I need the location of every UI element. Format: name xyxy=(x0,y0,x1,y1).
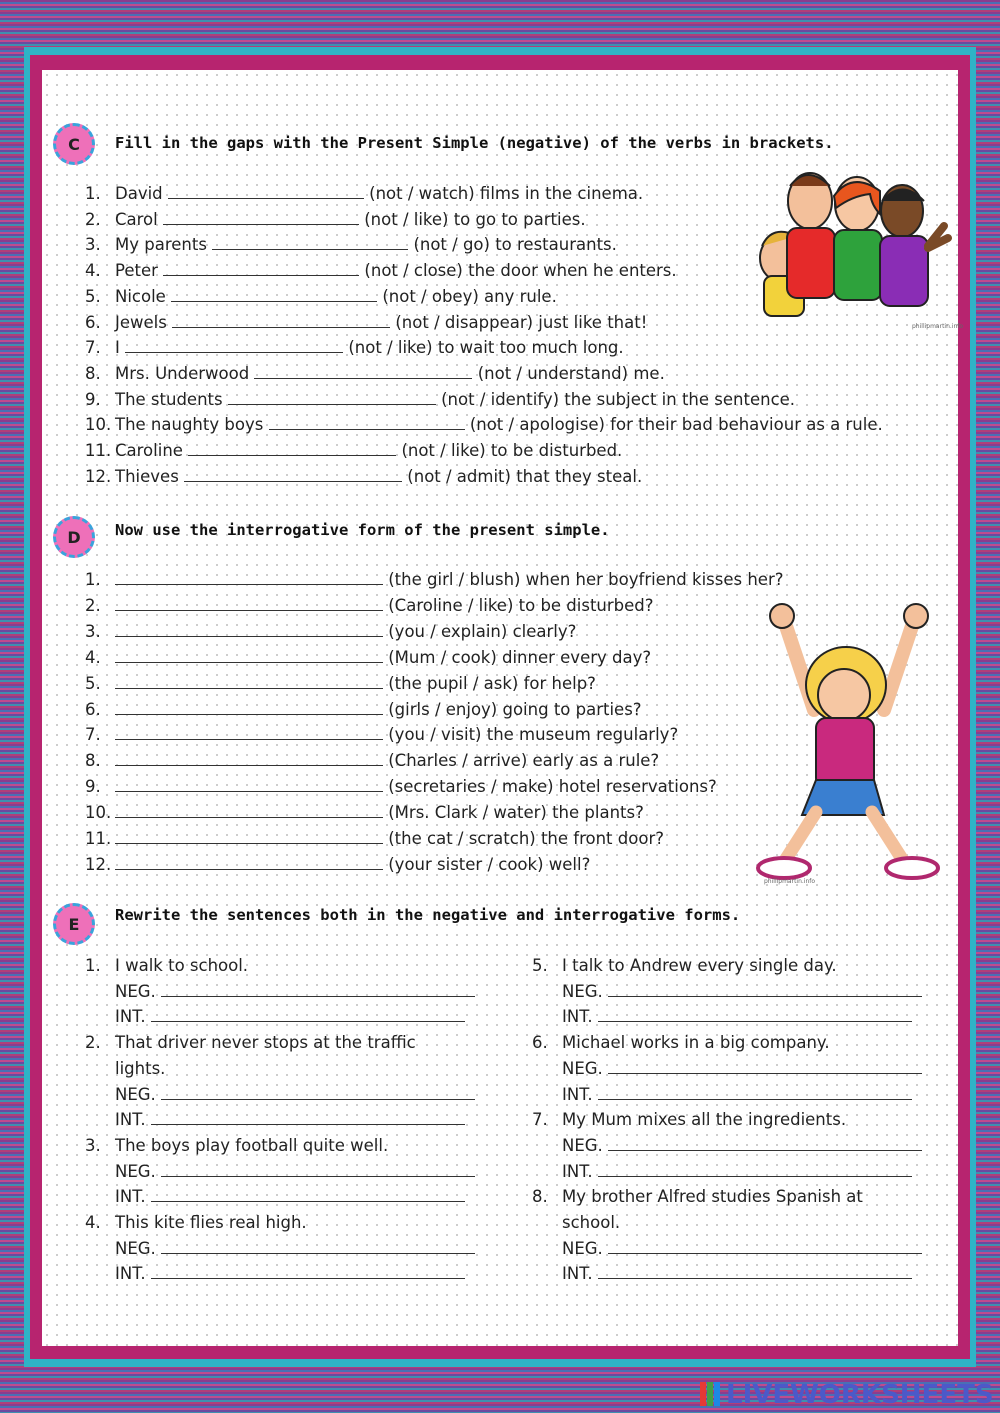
answer-label: NEG. xyxy=(115,1084,156,1104)
item-prompt: (not / identify) the subject in the sentence. xyxy=(441,389,796,409)
item-number: 1. xyxy=(85,956,101,975)
item-prompt: (girls / enjoy) going to parties? xyxy=(388,699,642,719)
sentence-text: This kite flies real high. xyxy=(115,1213,307,1232)
item-subject: My parents xyxy=(115,235,207,255)
item-subject: Mrs. Underwood xyxy=(115,363,250,383)
item-number: 1. xyxy=(85,184,101,203)
item-prompt: (Charles / arrive) early as a rule? xyxy=(388,751,660,771)
item-prompt: (secretaries / make) hotel reservations? xyxy=(388,777,717,797)
item-number: 5. xyxy=(85,673,101,693)
interrogative-answer-row xyxy=(115,1187,465,1207)
item-number: 6. xyxy=(85,699,101,719)
girl-cheering-illustration xyxy=(754,600,944,885)
item-prompt: (not / admit) that they steal. xyxy=(407,466,643,486)
item-prompt: (not / like) to be disturbed. xyxy=(401,441,623,460)
item-subject: David xyxy=(115,184,163,203)
answer-label: INT. xyxy=(115,1007,146,1027)
item-number: 11. xyxy=(85,441,112,460)
sentence-text: I talk to Andrew every single day. xyxy=(562,956,837,975)
item-number: 12. xyxy=(85,854,112,874)
item-number: 7. xyxy=(532,1110,548,1130)
answer-label: INT. xyxy=(115,1264,146,1284)
item-number: 2. xyxy=(85,595,101,615)
answer-label: INT. xyxy=(115,1187,146,1207)
answer-blank[interactable] xyxy=(115,648,383,663)
answer-label: NEG. xyxy=(562,981,603,1001)
answer-blank[interactable] xyxy=(163,261,359,276)
item-prompt: (your sister / cook) well? xyxy=(388,854,591,874)
answer-blank[interactable] xyxy=(608,982,922,997)
item-prompt: (not / like) to go to parties. xyxy=(364,209,586,229)
item-number: 7. xyxy=(85,338,101,358)
answer-blank[interactable] xyxy=(163,210,359,225)
section-e-instruction: Rewrite the sentences both in the negative and interrogative forms. xyxy=(115,906,741,924)
answer-blank[interactable] xyxy=(598,1162,912,1177)
answer-blank[interactable] xyxy=(212,235,408,250)
answer-blank[interactable] xyxy=(172,313,390,328)
item-number: 9. xyxy=(85,777,101,797)
kids-illustration-caption: phillipmartin.info xyxy=(912,323,964,330)
answer-blank[interactable] xyxy=(171,287,377,302)
answer-label: NEG. xyxy=(562,1058,603,1078)
item-number: 12. xyxy=(85,466,112,486)
answer-blank[interactable] xyxy=(151,1007,465,1022)
item-subject: The students xyxy=(115,389,223,409)
negative-answer-row xyxy=(115,1085,475,1105)
item-number: 1. xyxy=(85,570,101,589)
sentence-text: That driver never stops at the traffic xyxy=(115,1033,416,1053)
interrogative-answer-row xyxy=(562,1007,912,1027)
answer-blank[interactable] xyxy=(184,467,402,482)
answer-blank[interactable] xyxy=(161,982,475,997)
negative-answer-row xyxy=(115,1162,475,1182)
item-number: 2. xyxy=(85,1033,101,1053)
item-subject: Jewels xyxy=(115,312,167,332)
item-number: 10. xyxy=(85,803,112,823)
liveworksheets-logo-icon xyxy=(700,1380,722,1408)
item-prompt: (not / go) to restaurants. xyxy=(413,235,617,255)
item-number: 8. xyxy=(85,363,101,383)
item-number: 10. xyxy=(85,415,112,435)
answer-blank[interactable] xyxy=(598,1085,912,1100)
answer-blank[interactable] xyxy=(608,1239,922,1254)
section-d-instruction: Now use the interrogative form of the present simple. xyxy=(115,521,610,539)
answer-label: NEG. xyxy=(562,1135,603,1155)
interrogative-answer-row xyxy=(562,1162,912,1182)
answer-blank[interactable] xyxy=(115,700,383,715)
answer-blank[interactable] xyxy=(115,570,383,585)
worksheet-page xyxy=(42,70,964,1346)
item-subject: Carol xyxy=(115,209,158,229)
item-subject: Nicole xyxy=(115,286,166,306)
answer-blank[interactable] xyxy=(168,184,364,199)
negative-answer-row xyxy=(115,1239,475,1259)
item-prompt: (Mrs. Clark / water) the plants? xyxy=(388,803,644,823)
item-number: 3. xyxy=(85,1135,101,1155)
answer-blank[interactable] xyxy=(115,803,383,818)
answer-blank[interactable] xyxy=(151,1110,465,1125)
answer-label: INT. xyxy=(562,1264,593,1284)
interrogative-answer-row xyxy=(115,1110,465,1130)
item-prompt: (not / disappear) just like that! xyxy=(395,312,648,332)
answer-blank[interactable] xyxy=(115,751,383,766)
item-subject: I xyxy=(115,338,120,358)
item-prompt: (not / watch) films in the cinema. xyxy=(369,184,644,203)
answer-label: INT. xyxy=(115,1110,146,1130)
section-c-badge: C xyxy=(53,123,95,165)
item-number: 6. xyxy=(85,312,101,332)
item-number: 11. xyxy=(85,829,112,848)
kids-group-illustration xyxy=(752,166,964,331)
item-number: 3. xyxy=(85,621,101,641)
answer-blank[interactable] xyxy=(228,390,436,405)
sentence-text: The boys play football quite well. xyxy=(115,1135,389,1155)
item-prompt: (the cat / scratch) the front door? xyxy=(388,829,664,848)
item-number: 6. xyxy=(532,1033,548,1053)
item-number: 8. xyxy=(532,1187,548,1207)
answer-blank[interactable] xyxy=(115,674,383,689)
answer-blank[interactable] xyxy=(598,1264,912,1279)
negative-answer-row xyxy=(562,1059,922,1079)
item-number: 4. xyxy=(85,1213,101,1232)
item-prompt: (the girl / blush) when her boyfriend kisses her? xyxy=(388,570,784,589)
watermark xyxy=(700,1380,1000,1410)
answer-blank[interactable] xyxy=(161,1085,475,1100)
answer-blank[interactable] xyxy=(608,1136,922,1151)
answer-blank[interactable] xyxy=(115,725,383,740)
sentence-text: My Mum mixes all the ingredients. xyxy=(562,1110,847,1130)
interrogative-answer-row xyxy=(115,1007,465,1027)
answer-label: NEG. xyxy=(562,1238,603,1258)
item-prompt: (not / understand) me. xyxy=(477,363,665,383)
interrogative-answer-row xyxy=(562,1085,912,1105)
sentence-text: lights. xyxy=(115,1058,166,1078)
answer-label: NEG. xyxy=(115,1238,156,1258)
sentence-text: Michael works in a big company. xyxy=(562,1033,830,1053)
item-prompt: (Caroline / like) to be disturbed? xyxy=(388,595,654,615)
item-subject: Peter xyxy=(115,261,158,281)
answer-blank[interactable] xyxy=(608,1059,922,1074)
answer-blank[interactable] xyxy=(151,1187,465,1202)
section-e-badge: E xyxy=(53,903,95,945)
section-d-badge: D xyxy=(53,516,95,558)
item-number: 4. xyxy=(85,647,101,667)
answer-blank[interactable] xyxy=(115,596,383,611)
section-c-instruction: Fill in the gaps with the Present Simple (negative) of the verbs in brackets. xyxy=(115,134,834,152)
answer-label: NEG. xyxy=(115,1161,156,1181)
answer-blank[interactable] xyxy=(115,829,383,844)
item-subject: Caroline xyxy=(115,441,183,460)
answer-blank[interactable] xyxy=(254,364,472,379)
item-number: 9. xyxy=(85,389,101,409)
item-number: 7. xyxy=(85,725,101,745)
answer-blank[interactable] xyxy=(125,338,343,353)
girl-illustration-caption: phillipmartin.info xyxy=(764,878,816,885)
answer-label: INT. xyxy=(562,1007,593,1027)
item-number: 4. xyxy=(85,261,101,281)
answer-blank[interactable] xyxy=(188,441,396,456)
item-number: 5. xyxy=(532,956,548,975)
item-prompt: (Mum / cook) dinner every day? xyxy=(388,647,652,667)
answer-blank[interactable] xyxy=(151,1264,465,1279)
sentence-text: I walk to school. xyxy=(115,956,249,975)
item-prompt: (the pupil / ask) for help? xyxy=(388,673,596,693)
answer-blank[interactable] xyxy=(115,777,383,792)
item-number: 5. xyxy=(85,286,101,306)
answer-label: NEG. xyxy=(115,981,156,1001)
answer-blank[interactable] xyxy=(161,1239,475,1254)
answer-blank[interactable] xyxy=(269,415,465,430)
item-number: 3. xyxy=(85,235,101,255)
interrogative-answer-row xyxy=(115,1264,465,1284)
sentence-text: My brother Alfred studies Spanish at xyxy=(562,1187,863,1207)
negative-answer-row xyxy=(562,1239,922,1259)
negative-answer-row xyxy=(115,982,475,1002)
negative-answer-row xyxy=(562,1136,922,1156)
item-prompt: (not / obey) any rule. xyxy=(382,286,557,306)
answer-label: INT. xyxy=(562,1161,593,1181)
answer-blank[interactable] xyxy=(115,622,383,637)
item-number: 2. xyxy=(85,209,101,229)
interrogative-answer-row xyxy=(562,1264,912,1284)
negative-answer-row xyxy=(562,982,922,1002)
answer-blank[interactable] xyxy=(598,1007,912,1022)
item-prompt: (not / apologise) for their bad behaviour as a rule. xyxy=(469,415,883,435)
item-prompt: (not / close) the door when he enters. xyxy=(364,261,677,281)
answer-label: INT. xyxy=(562,1084,593,1104)
item-prompt: (you / explain) clearly? xyxy=(388,621,577,641)
watermark-text: LIVEWORKSHEETS xyxy=(726,1380,994,1410)
item-prompt: (not / like) to wait too much long. xyxy=(348,338,624,358)
sentence-text: school. xyxy=(562,1213,621,1232)
answer-blank[interactable] xyxy=(161,1162,475,1177)
item-subject: Thieves xyxy=(115,466,179,486)
item-number: 8. xyxy=(85,751,101,771)
answer-blank[interactable] xyxy=(115,855,383,870)
item-subject: The naughty boys xyxy=(115,415,264,435)
item-prompt: (you / visit) the museum regularly? xyxy=(388,725,679,745)
